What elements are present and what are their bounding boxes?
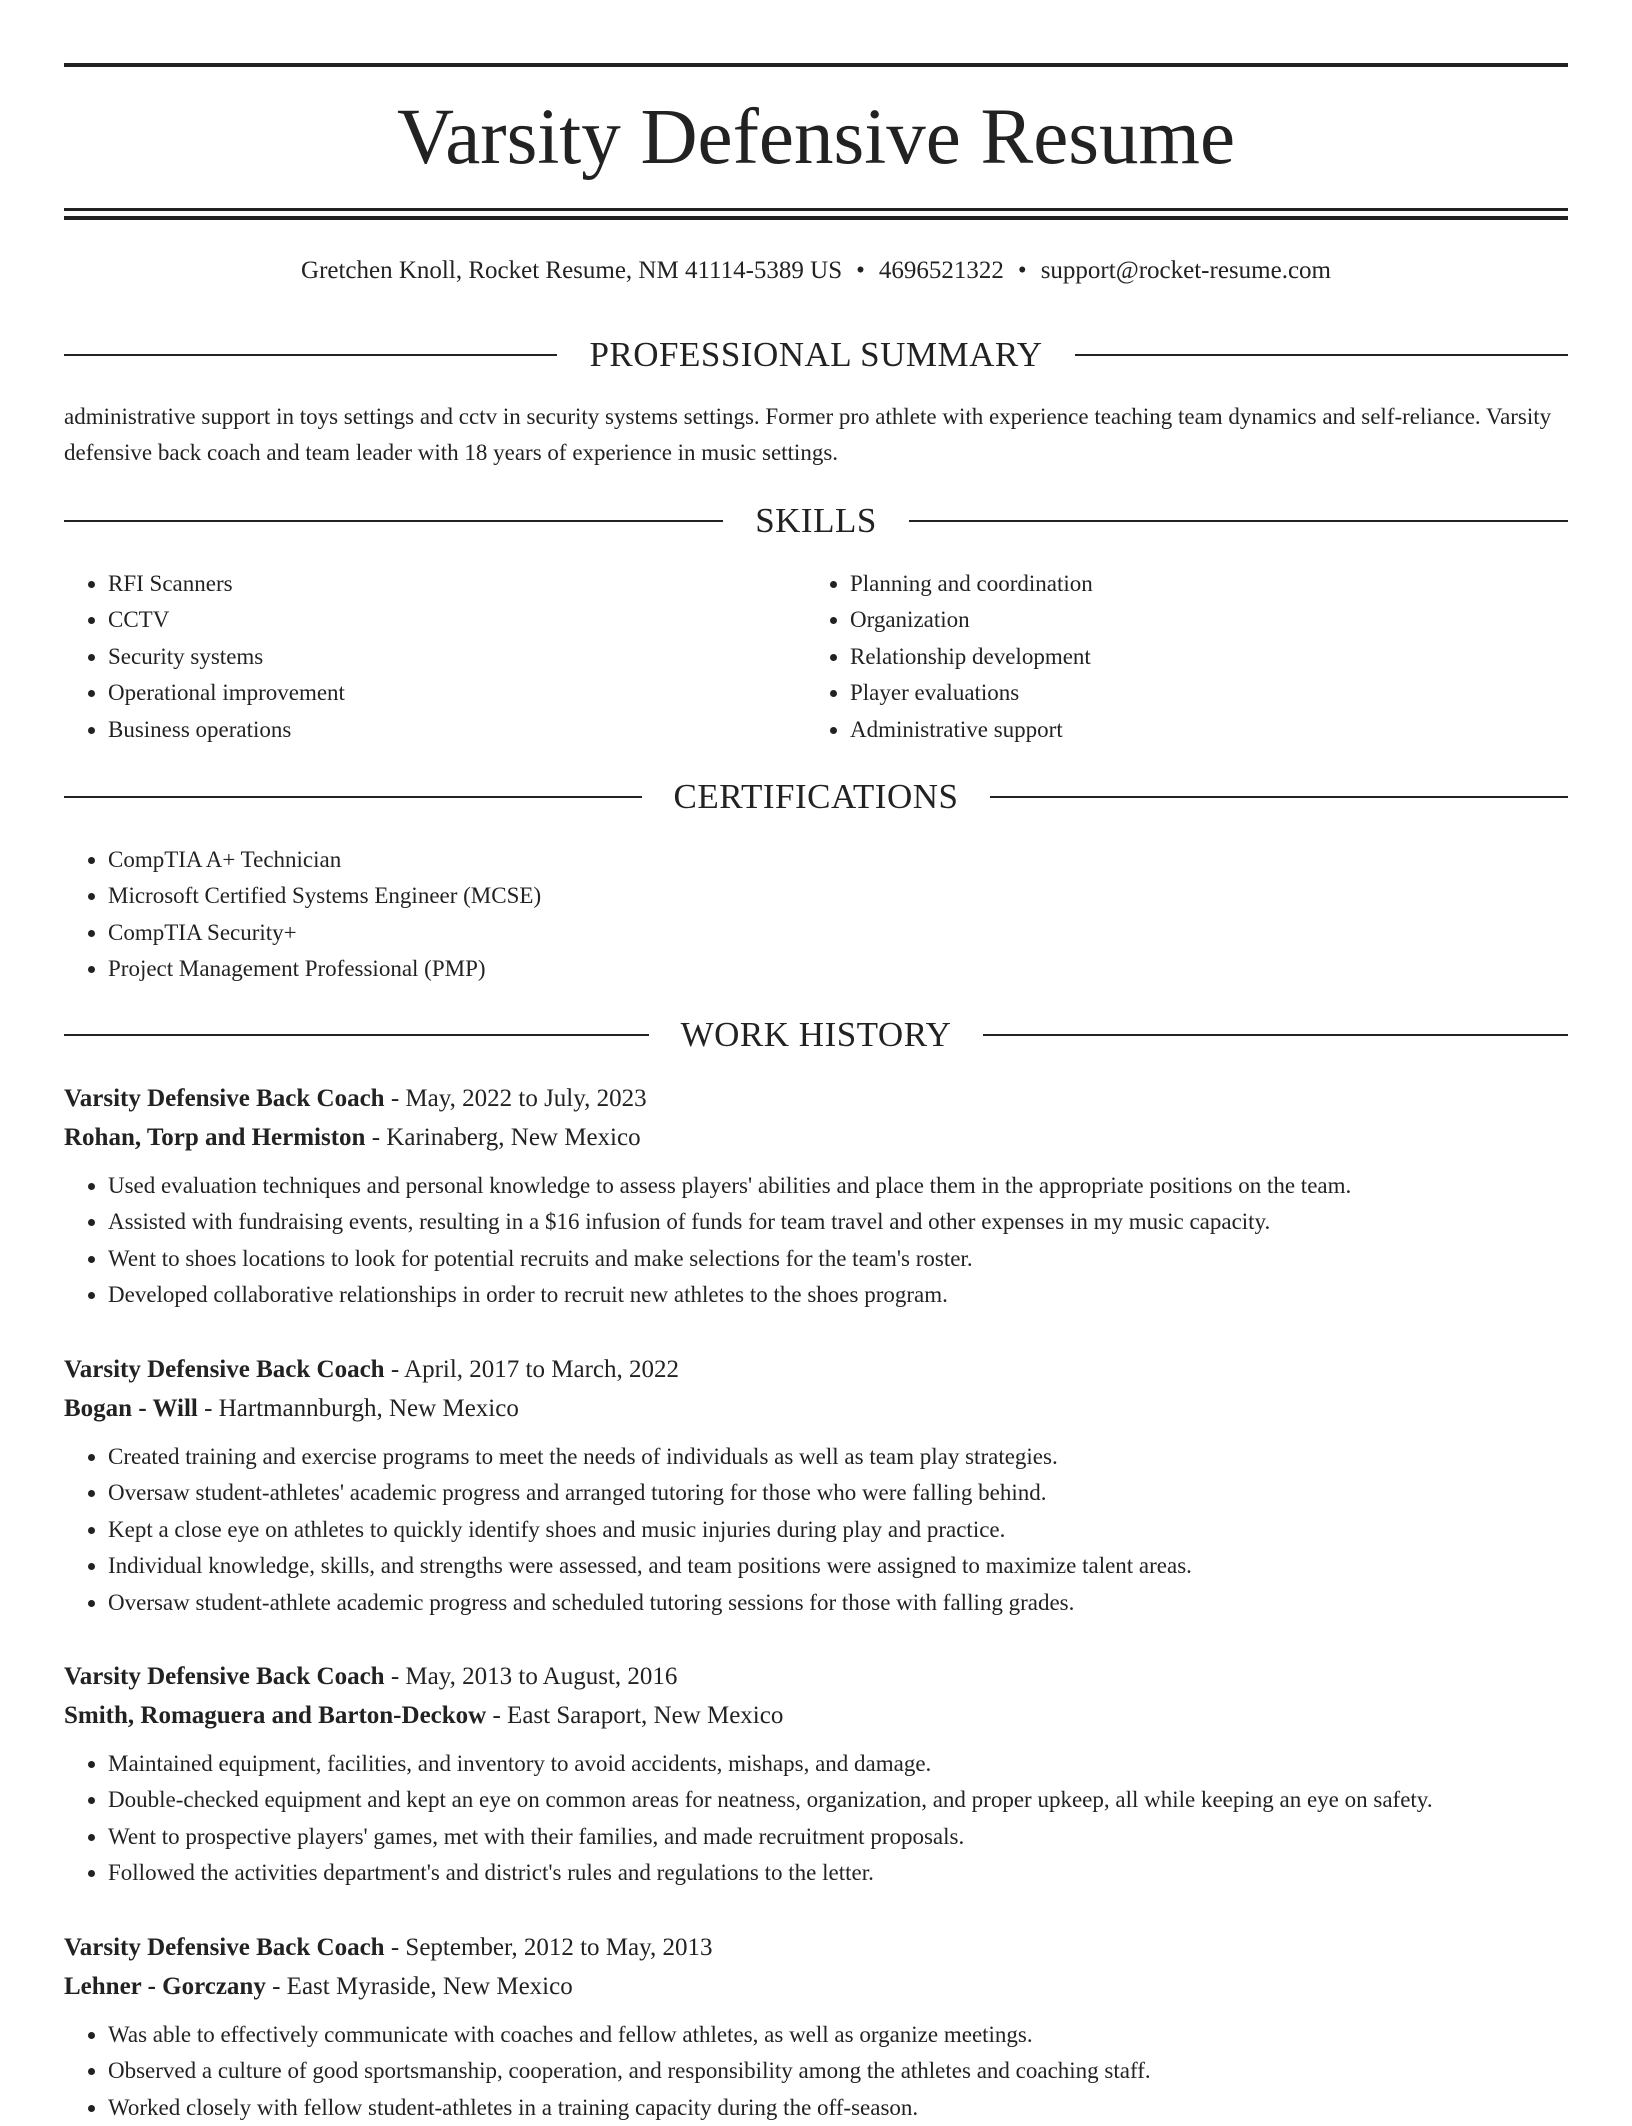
skill-item: • Player evaluations bbox=[850, 675, 1570, 711]
header-top-rule bbox=[64, 63, 1568, 67]
resume-title: Varsity Defensive Resume bbox=[396, 94, 1236, 181]
skills-list-left bbox=[64, 566, 808, 748]
skill-item: • Planning and coordination bbox=[850, 566, 1570, 602]
job-entry bbox=[64, 1657, 1568, 1892]
job-bullet: • Developed collaborative relationships in order to recruit new athletes to the shoes program. bbox=[108, 1277, 1568, 1313]
job-location: - East Saraport, New Mexico bbox=[486, 1702, 784, 1729]
certification-item: • Microsoft Certified Systems Engineer (MCSE) bbox=[108, 878, 1568, 914]
job-bullet: • Worked closely with fellow student-athletes in a training capacity during the off-season. bbox=[108, 2090, 1568, 2126]
job-bullet: • Followed the activities department's and district's rules and regulations to the letter. bbox=[108, 1855, 1568, 1891]
section-rule bbox=[909, 520, 1568, 522]
job-title: Varsity Defensive Back Coach bbox=[64, 1934, 385, 1961]
skill-item: • Operational improvement bbox=[108, 675, 808, 711]
job-title: Varsity Defensive Back Coach bbox=[64, 1356, 385, 1383]
job-bullets bbox=[64, 1746, 1568, 1892]
section-rule bbox=[64, 354, 557, 356]
job-bullet: • Went to shoes locations to look for potential recruits and make selections for the team's roster. bbox=[108, 1241, 1568, 1277]
skill-item: • Organization bbox=[850, 602, 1570, 638]
job-bullet: • Double-checked equipment and kept an eye on common areas for neatness, organization, and proper upkeep, all while keeping an eye on safety. bbox=[108, 1782, 1568, 1818]
job-company-line bbox=[64, 1118, 1568, 1157]
job-bullet: • Created training and exercise programs to meet the needs of individuals as well as team play strategies. bbox=[108, 1439, 1568, 1475]
skill-item: • Relationship development bbox=[850, 639, 1570, 675]
job-company-line bbox=[64, 1389, 1568, 1428]
job-company: Bogan - Will bbox=[64, 1395, 198, 1422]
job-company: Smith, Romaguera and Barton-Deckow bbox=[64, 1702, 487, 1729]
job-bullet: • Maintained equipment, facilities, and inventory to avoid accidents, mishaps, and damage. bbox=[108, 1746, 1568, 1782]
job-company-line bbox=[64, 1967, 1568, 2006]
job-title-line bbox=[64, 1079, 1568, 1118]
section-rule bbox=[64, 1034, 649, 1036]
job-bullet: • Oversaw student-athletes' academic progress and arranged tutoring for those who were falling behind. bbox=[108, 1475, 1568, 1511]
contact-email[interactable]: support@rocket-resume.com bbox=[1040, 257, 1331, 284]
skill-item: • Security systems bbox=[108, 639, 808, 675]
section-header-work-history bbox=[64, 1013, 1568, 1057]
job-bullet: • Kept a close eye on athletes to quickly identify shoes and music injuries during play and practice. bbox=[108, 1512, 1568, 1548]
section-title-skills: SKILLS bbox=[755, 501, 877, 540]
job-dates: - April, 2017 to March, 2022 bbox=[384, 1356, 680, 1383]
contact-address: Gretchen Knoll, Rocket Resume, NM 41114-5389 US bbox=[301, 257, 843, 284]
job-bullet: • Was able to effectively communicate with coaches and fellow athletes, as well as organize meetings. bbox=[108, 2017, 1568, 2053]
contact-phone: 4696521322 bbox=[878, 257, 1004, 284]
job-bullet: • Went to prospective players' games, met with their families, and made recruitment proposals. bbox=[108, 1819, 1568, 1855]
job-company: Lehner - Gorczany bbox=[64, 1973, 266, 2000]
job-title-line bbox=[64, 1657, 1568, 1696]
section-header-summary bbox=[64, 333, 1568, 377]
skill-item: • RFI Scanners bbox=[108, 566, 808, 602]
section-header-certifications bbox=[64, 775, 1568, 819]
job-bullets bbox=[64, 1439, 1568, 1621]
job-bullet: • Individual knowledge, skills, and strengths were assessed, and team positions were assigned to maximize talent areas. bbox=[108, 1548, 1568, 1584]
skill-item: • Business operations bbox=[108, 712, 808, 748]
contact-separator: • bbox=[1017, 257, 1027, 284]
job-title: Varsity Defensive Back Coach bbox=[64, 1663, 385, 1690]
section-title-certifications: CERTIFICATIONS bbox=[673, 777, 959, 816]
section-header-skills bbox=[64, 499, 1568, 543]
job-location: - Karinaberg, New Mexico bbox=[365, 1124, 641, 1151]
job-company-line bbox=[64, 1696, 1568, 1735]
skill-item: • Administrative support bbox=[850, 712, 1570, 748]
certification-item: • CompTIA Security+ bbox=[108, 915, 1568, 951]
job-bullets bbox=[64, 2017, 1568, 2126]
job-title-line bbox=[64, 1928, 1568, 1967]
skill-item: • CCTV bbox=[108, 602, 808, 638]
section-rule bbox=[64, 796, 642, 798]
section-rule bbox=[983, 1034, 1568, 1036]
job-company: Rohan, Torp and Hermiston bbox=[64, 1124, 366, 1151]
job-title: Varsity Defensive Back Coach bbox=[64, 1085, 385, 1112]
job-entry bbox=[64, 1079, 1568, 1314]
certification-item: • CompTIA A+ Technician bbox=[108, 842, 1568, 878]
job-location: - Hartmannburgh, New Mexico bbox=[197, 1395, 519, 1422]
job-dates: - May, 2013 to August, 2016 bbox=[384, 1663, 678, 1690]
job-bullet: • Oversaw student-athlete academic progress and scheduled tutoring sessions for those with falling grades. bbox=[108, 1585, 1568, 1621]
section-rule bbox=[1075, 354, 1568, 356]
section-title-summary: PROFESSIONAL SUMMARY bbox=[589, 335, 1043, 374]
section-rule bbox=[64, 520, 723, 522]
contact-line bbox=[64, 253, 1568, 289]
contact-separator: • bbox=[856, 257, 865, 284]
job-bullet: • Assisted with fundraising events, resulting in a $16 infusion of funds for team travel and other expenses in my music capacity. bbox=[108, 1204, 1568, 1240]
job-dates: - May, 2022 to July, 2023 bbox=[384, 1085, 647, 1112]
job-entry bbox=[64, 1928, 1568, 2126]
job-title-line bbox=[64, 1350, 1568, 1389]
job-bullet: • Used evaluation techniques and personal knowledge to assess players' abilities and place them in the appropriate positions on the team. bbox=[108, 1168, 1568, 1204]
job-location: - East Myraside, New Mexico bbox=[265, 1973, 573, 2000]
job-bullets bbox=[64, 1168, 1568, 1314]
certification-item: • Project Management Professional (PMP) bbox=[108, 951, 1568, 987]
section-title-work-history: WORK HISTORY bbox=[680, 1015, 952, 1054]
job-dates: - September, 2012 to May, 2013 bbox=[384, 1934, 713, 1961]
job-bullet: • Observed a culture of good sportsmanship, cooperation, and responsibility among the athletes and coaching staff. bbox=[108, 2053, 1568, 2089]
summary-text: administrative support in toys settings and cctv in security systems settings. Former pro athlete with experience teaching team dynamics and self-reliance. Varsity defensive back coach and team leader with 18 years of experience in music settings. bbox=[64, 404, 1552, 465]
header-double-rule bbox=[64, 208, 1568, 220]
section-rule bbox=[990, 796, 1568, 798]
skills-list-right bbox=[806, 566, 1570, 748]
certifications-list bbox=[64, 842, 1568, 988]
job-entry bbox=[64, 1350, 1568, 1621]
